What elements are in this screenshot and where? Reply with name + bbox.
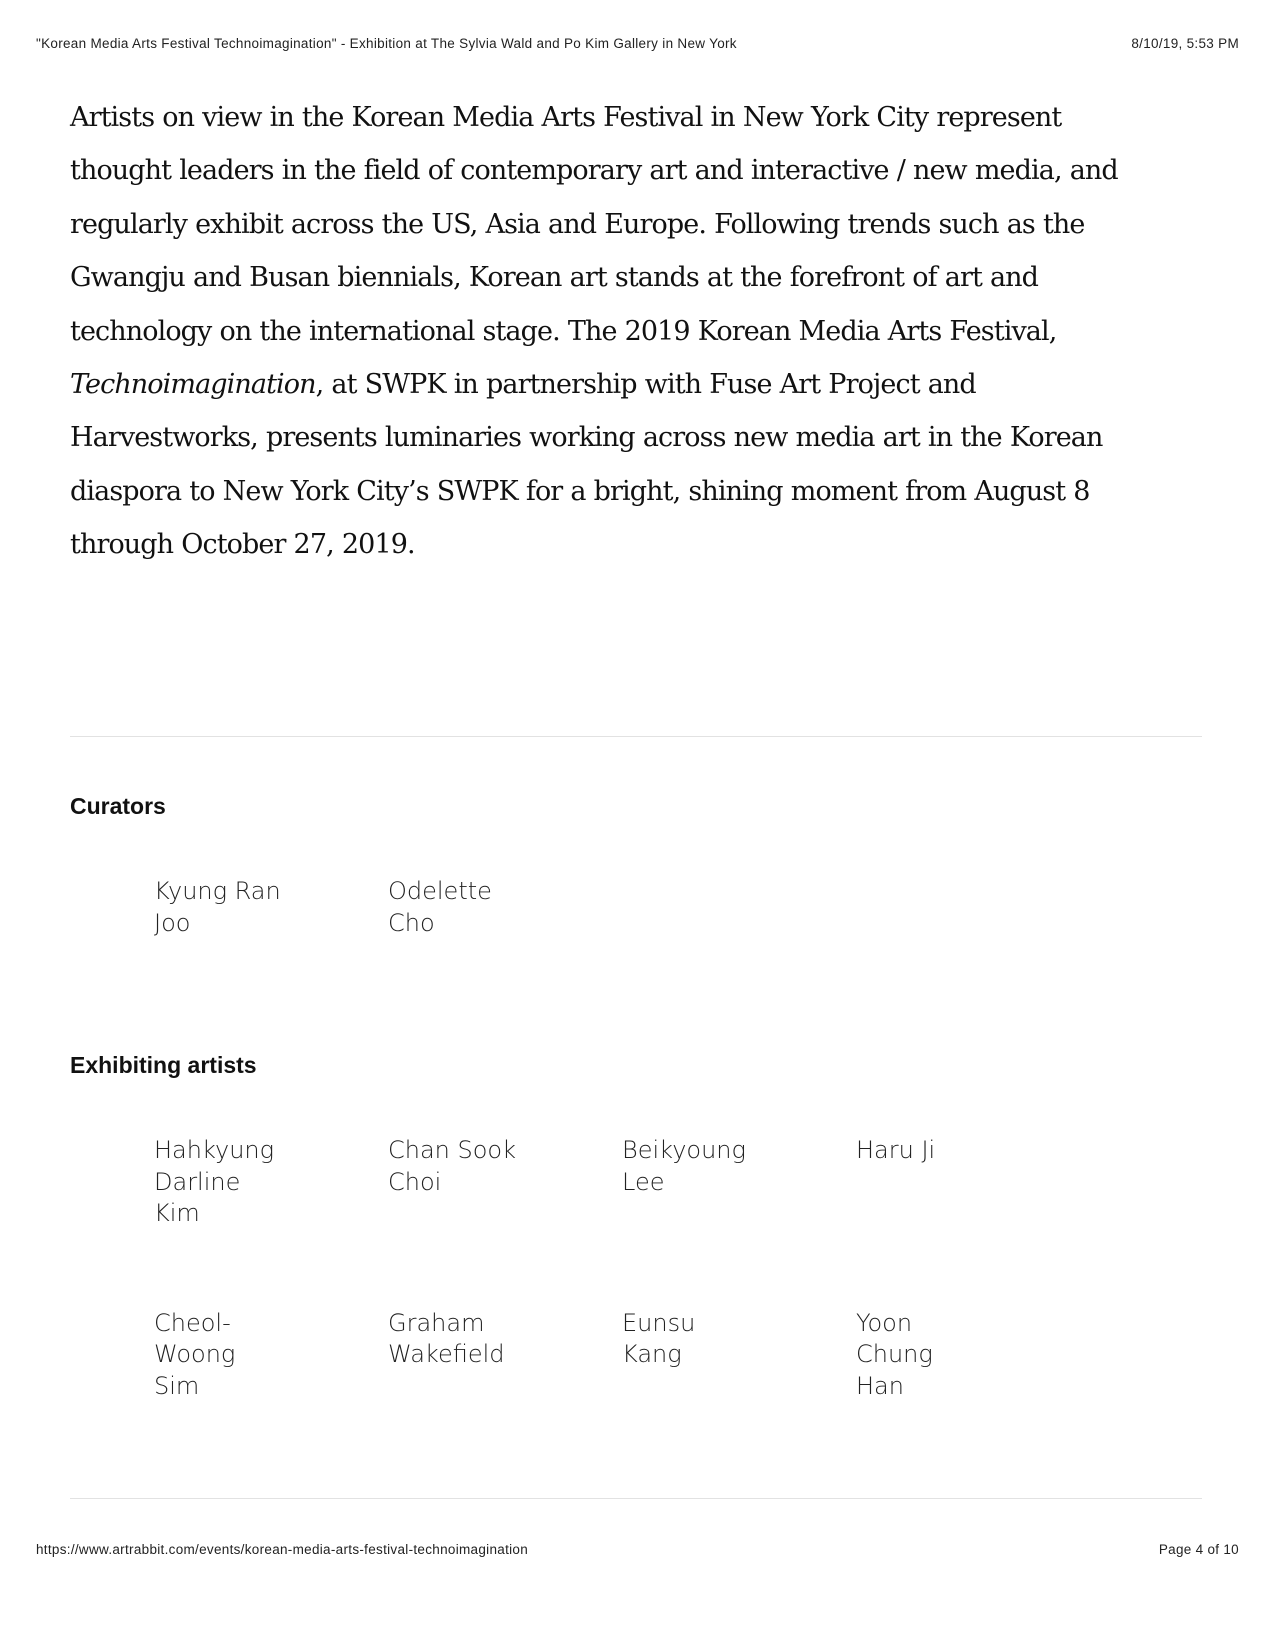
artist-name[interactable]: Beikyoung Lee: [622, 1136, 746, 1196]
print-header: [36, 36, 1239, 54]
artist-name[interactable]: Hahkyung Darline Kim: [154, 1136, 275, 1227]
curators-heading: Curators: [70, 793, 166, 819]
section-divider: [70, 736, 1202, 737]
print-header-title: "Korean Media Arts Festival Technoimagination" - Exhibition at The Sylvia Wald and Po Kim Gallery in New York: [36, 36, 737, 51]
section-divider: [70, 1498, 1202, 1499]
artist-name[interactable]: Eunsu Kang: [622, 1308, 696, 1368]
artist-name[interactable]: Graham Wakefield: [388, 1308, 505, 1368]
description-text-continued: , at SWPK in partnership with Fuse Art Project and Harvestworks, presents luminaries working across new media art in the Korean diaspora to New York City’s SWPK for a bright, shining moment from August 8 through October 27, 2019.: [70, 369, 1103, 561]
curators-list: [154, 876, 1090, 939]
exhibiting-artists-heading: Exhibiting artists: [70, 1052, 257, 1078]
artists-list: [154, 1135, 1090, 1402]
curator-name[interactable]: Kyung Ran Joo: [154, 877, 281, 937]
print-footer: [36, 1542, 1239, 1560]
exhibition-title: Technoimagination: [70, 369, 316, 401]
print-header-datetime: 8/10/19, 5:53 PM: [1131, 36, 1239, 51]
event-description: [70, 91, 1130, 572]
artist-name[interactable]: Chan Sook Choi: [388, 1136, 517, 1196]
page-number: Page 4 of 10: [1158, 1542, 1239, 1557]
artist-name[interactable]: Yoon Chung Han: [856, 1308, 933, 1400]
print-footer-url: https://www.artrabbit.com/events/korean-media-arts-festival-technoimagination: [36, 1542, 529, 1557]
description-text: Artists on view in the Korean Media Arts Festival in New York City represent thought leaders in the field of contemporary art and interactive / new media, and regularly exhibit across the US, Asia and Europe. Following trends such as the Gwangju and Busan biennials, Korean art stands at the forefront of art and technology on the international stage. The 2019 Korean Media Arts Festival,: [70, 102, 1118, 347]
curator-name[interactable]: Odelette Cho: [388, 877, 492, 937]
artist-name[interactable]: Haru Ji: [856, 1136, 936, 1164]
artist-name[interactable]: Cheol-Woong Sim: [154, 1308, 236, 1400]
